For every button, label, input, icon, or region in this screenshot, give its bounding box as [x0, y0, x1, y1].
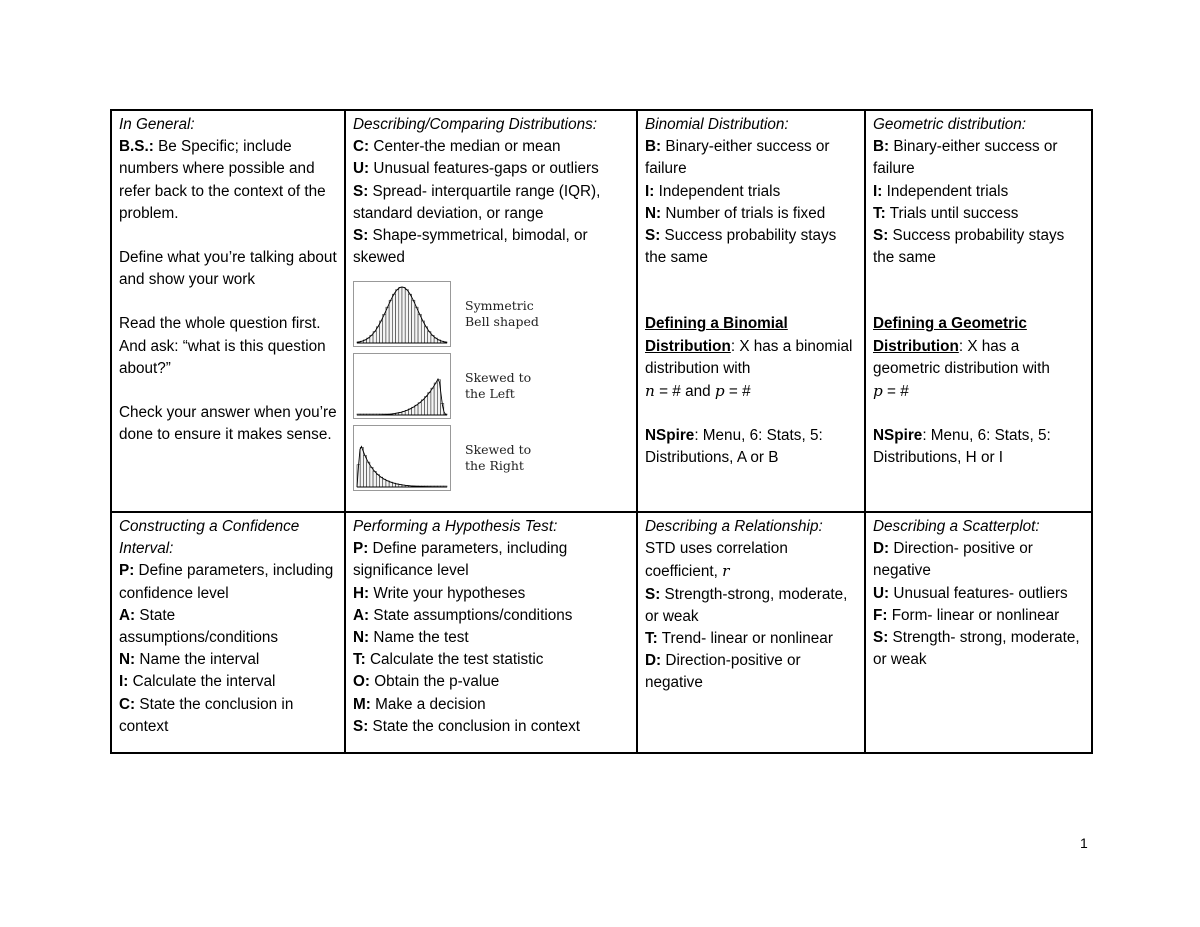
cell-geometric-distribution	[865, 110, 1092, 512]
item-text: Number of trials is fixed	[661, 204, 826, 222]
item-text: Independent trials	[654, 182, 781, 200]
list-item	[119, 694, 337, 738]
histogram-bar	[396, 290, 399, 343]
list-item	[119, 560, 337, 604]
histogram-bar	[418, 315, 421, 344]
item-key: S:	[873, 227, 889, 245]
math-var-n: n	[645, 382, 655, 401]
histogram-bar	[434, 383, 437, 415]
item-key: S:	[873, 629, 889, 647]
right-skewed-histogram	[353, 425, 629, 491]
right-skewed-histogram-icon	[353, 425, 451, 491]
item-key: C:	[119, 695, 136, 713]
histogram-bar	[412, 301, 415, 344]
cell-in-general	[111, 110, 345, 512]
list-item	[353, 583, 629, 605]
histogram-bar	[405, 290, 408, 343]
item-text: Strength- strong, moderate, or weak	[873, 629, 1080, 669]
figure-label-line: Skewed to	[465, 370, 532, 386]
nspire-label: NSpire	[873, 427, 923, 445]
item-text: State assumptions/conditions	[369, 606, 573, 624]
histogram-bar	[383, 480, 386, 488]
item-text: State the conclusion in context	[368, 717, 581, 735]
histogram-bar	[415, 406, 418, 416]
list-item	[873, 225, 1084, 269]
list-item	[353, 538, 629, 582]
cell-heading: Binomial Distribution:	[645, 116, 789, 133]
nspire-text: : Menu, 6: Stats, 5: Distributions, H or I	[873, 427, 1051, 467]
item-key: D:	[645, 652, 662, 670]
list-item	[353, 605, 629, 627]
item-text: Calculate the test statistic	[365, 651, 544, 669]
item-text: Write your hypotheses	[369, 584, 526, 602]
item-key: S:	[353, 182, 369, 200]
histogram-bar	[363, 456, 366, 487]
math-eq: = #	[654, 383, 686, 401]
list-item	[873, 203, 1084, 225]
figure-label	[465, 370, 531, 402]
item-key: N:	[645, 204, 662, 222]
item-text: Trials until success	[885, 204, 1019, 222]
histogram-bar	[418, 403, 421, 415]
table-row	[111, 110, 1092, 512]
histogram-bar	[392, 295, 395, 344]
cell-describing-relationship	[637, 512, 865, 753]
cell-heading: Constructing a Confidence Interval:	[119, 518, 300, 558]
item-key: S:	[353, 717, 369, 735]
item-key: U:	[873, 584, 890, 602]
histogram-bar	[360, 448, 363, 488]
item-text: Define parameters, including confidence level	[119, 562, 334, 602]
item-key: P:	[119, 562, 135, 580]
histogram-bar	[399, 288, 402, 344]
cell-hypothesis-test	[345, 512, 637, 753]
binomial-definition-math	[645, 380, 857, 403]
item-text: Name the test	[369, 629, 469, 647]
histogram-bar	[428, 393, 431, 415]
bs-label: B.S.:	[119, 138, 154, 156]
histogram-bar	[367, 463, 370, 488]
list-item	[645, 584, 857, 628]
math-var-p: p	[714, 382, 725, 401]
list-item	[353, 671, 629, 693]
binomial-definition	[645, 313, 857, 380]
left-skewed-histogram-icon	[353, 353, 451, 419]
histogram-bar	[415, 308, 418, 344]
distribution-shapes-figure	[353, 281, 629, 491]
histogram-bar	[380, 321, 383, 343]
figure-label-line: Bell shaped	[465, 314, 539, 330]
list-item	[645, 181, 857, 203]
cell-binomial-distribution	[637, 110, 865, 512]
reference-table	[110, 109, 1093, 754]
item-key: B:	[645, 138, 662, 156]
item-key: T:	[353, 651, 366, 669]
histogram-bar	[412, 408, 415, 416]
definition-text: : X has a binomial distribution with	[645, 337, 853, 377]
histogram-bar	[421, 321, 424, 343]
item-text: Trend- linear or nonlinear	[657, 630, 833, 648]
list-item	[645, 650, 857, 694]
item-text: Direction-positive or negative	[645, 652, 801, 692]
list-item	[873, 538, 1084, 582]
cell-describing-scatterplot	[865, 512, 1092, 753]
general-tip-1: Define what you’re talking about and show your work	[119, 249, 337, 289]
item-key: M:	[353, 695, 371, 713]
item-key: I:	[119, 673, 129, 691]
item-text: Binary-either success or failure	[645, 138, 830, 178]
cell-heading: Describing/Comparing Distributions:	[353, 116, 597, 133]
definition-text: : X has a geometric distribution with	[873, 337, 1050, 377]
list-item	[353, 694, 629, 716]
item-text: Success probability stays the same	[645, 227, 837, 267]
item-text: Binary-either success or failure	[873, 138, 1058, 178]
list-item	[353, 158, 629, 180]
item-key: N:	[353, 629, 370, 647]
cell-heading: Describing a Scatterplot:	[873, 518, 1040, 535]
item-key: T:	[645, 630, 658, 648]
symmetric-histogram	[353, 281, 629, 347]
item-key: A:	[119, 606, 136, 624]
list-item	[353, 649, 629, 671]
list-item	[873, 605, 1084, 627]
list-item	[873, 136, 1084, 180]
geometric-definition	[873, 313, 1084, 380]
nspire-instructions	[645, 425, 857, 469]
item-key: N:	[119, 651, 136, 669]
figure-label	[465, 298, 539, 330]
left-skewed-histogram	[353, 353, 629, 419]
math-var-r: r	[722, 562, 730, 581]
definition-title: Defining a Geometric Distribution	[873, 315, 1027, 355]
histogram-bar	[386, 481, 389, 487]
histogram-bar	[373, 472, 376, 488]
histogram-bar	[431, 389, 434, 416]
list-item	[353, 716, 629, 738]
item-text: Strength-strong, moderate, or weak	[645, 585, 848, 625]
item-key: I:	[873, 182, 883, 200]
definition-title: Defining a Binomial Distribution	[645, 315, 788, 355]
cell-heading: Geometric distribution:	[873, 116, 1027, 133]
figure-label	[465, 442, 531, 474]
item-text: Define parameters, including significance level	[353, 540, 568, 580]
item-text: State assumptions/conditions	[119, 606, 279, 647]
math-and: and	[685, 383, 715, 401]
item-text: Calculate the interval	[128, 673, 276, 691]
histogram-bar	[389, 301, 392, 344]
histogram-bar	[383, 315, 386, 344]
item-key: A:	[353, 606, 370, 624]
item-text: State the conclusion in context	[119, 695, 294, 735]
histogram-bar	[380, 478, 383, 488]
list-item	[645, 203, 857, 225]
list-item	[353, 627, 629, 649]
histogram-bar	[425, 397, 428, 415]
item-text: Spread- interquartile range (IQR), standard deviation, or range	[353, 182, 601, 222]
figure-label-line: the Left	[465, 386, 515, 402]
item-text: Make a decision	[370, 695, 486, 713]
list-item	[645, 628, 857, 650]
item-text: Name the interval	[135, 651, 260, 669]
histogram-bar	[386, 308, 389, 344]
histogram-bar	[421, 400, 424, 415]
item-key: P:	[353, 540, 369, 558]
list-item	[119, 649, 337, 671]
item-text: Unusual features- outliers	[889, 584, 1068, 602]
math-eq: = #	[724, 383, 751, 401]
item-key: D:	[873, 540, 890, 558]
symmetric-histogram-icon	[353, 281, 451, 347]
nspire-label: NSpire	[645, 427, 695, 445]
item-text: Obtain the p-value	[370, 673, 500, 691]
item-key: O:	[353, 673, 370, 691]
item-key: I:	[645, 182, 655, 200]
item-key: B:	[873, 138, 890, 156]
list-item	[645, 225, 857, 269]
figure-label-line: Symmetric	[465, 298, 534, 314]
item-text: Form- linear or nonlinear	[887, 606, 1060, 624]
list-item	[873, 181, 1084, 203]
item-text: Shape-symmetrical, bimodal, or skewed	[353, 227, 588, 267]
list-item	[353, 181, 629, 225]
histogram-bar	[408, 295, 411, 344]
histogram-bar	[402, 288, 405, 344]
figure-label-line: the Right	[465, 458, 524, 474]
intro-text: STD uses correlation coefficient,	[645, 540, 788, 581]
item-text: Direction- positive or negative	[873, 540, 1033, 580]
item-key: S:	[645, 585, 661, 603]
math-var-p: p	[873, 382, 883, 401]
item-key: C:	[353, 138, 370, 156]
bs-text: Be Specific; include numbers where possible and refer back to the context of the problem.	[119, 138, 326, 222]
item-text: Success probability stays the same	[873, 227, 1065, 267]
nspire-instructions	[873, 425, 1084, 469]
figure-label-line: Skewed to	[465, 442, 532, 458]
item-text: Unusual features-gaps or outliers	[369, 160, 599, 178]
list-item	[119, 605, 337, 649]
bs-note	[119, 136, 337, 225]
item-text: Center-the median or mean	[369, 138, 561, 156]
histogram-bar	[376, 475, 379, 487]
list-item	[645, 136, 857, 180]
item-key: T:	[873, 204, 886, 222]
list-item	[119, 671, 337, 693]
item-key: H:	[353, 584, 370, 602]
histogram-bar	[370, 468, 373, 488]
item-key: S:	[645, 227, 661, 245]
cell-heading: Performing a Hypothesis Test:	[353, 518, 558, 535]
list-item	[353, 225, 629, 269]
cell-heading: In General:	[119, 116, 195, 133]
table-row	[111, 512, 1092, 753]
geometric-definition-math	[873, 380, 1084, 403]
page-number: 1	[1080, 835, 1088, 851]
item-text: Independent trials	[882, 182, 1009, 200]
item-key: U:	[353, 160, 370, 178]
list-item	[353, 136, 629, 158]
cell-heading: Describing a Relationship:	[645, 518, 823, 535]
nspire-text: : Menu, 6: Stats, 5: Distributions, A or B	[645, 427, 823, 467]
item-key: S:	[353, 227, 369, 245]
list-item	[873, 583, 1084, 605]
list-item	[873, 627, 1084, 671]
general-tip-3: Check your answer when you’re done to ensure it makes sense.	[119, 404, 337, 444]
math-eq: = #	[882, 383, 909, 401]
cell-confidence-interval	[111, 512, 345, 753]
general-tip-2: Read the whole question first. And ask: “what is this question about?”	[119, 315, 326, 377]
relationship-intro	[645, 538, 857, 583]
item-key: F:	[873, 606, 888, 624]
cell-describing-distributions	[345, 110, 637, 512]
